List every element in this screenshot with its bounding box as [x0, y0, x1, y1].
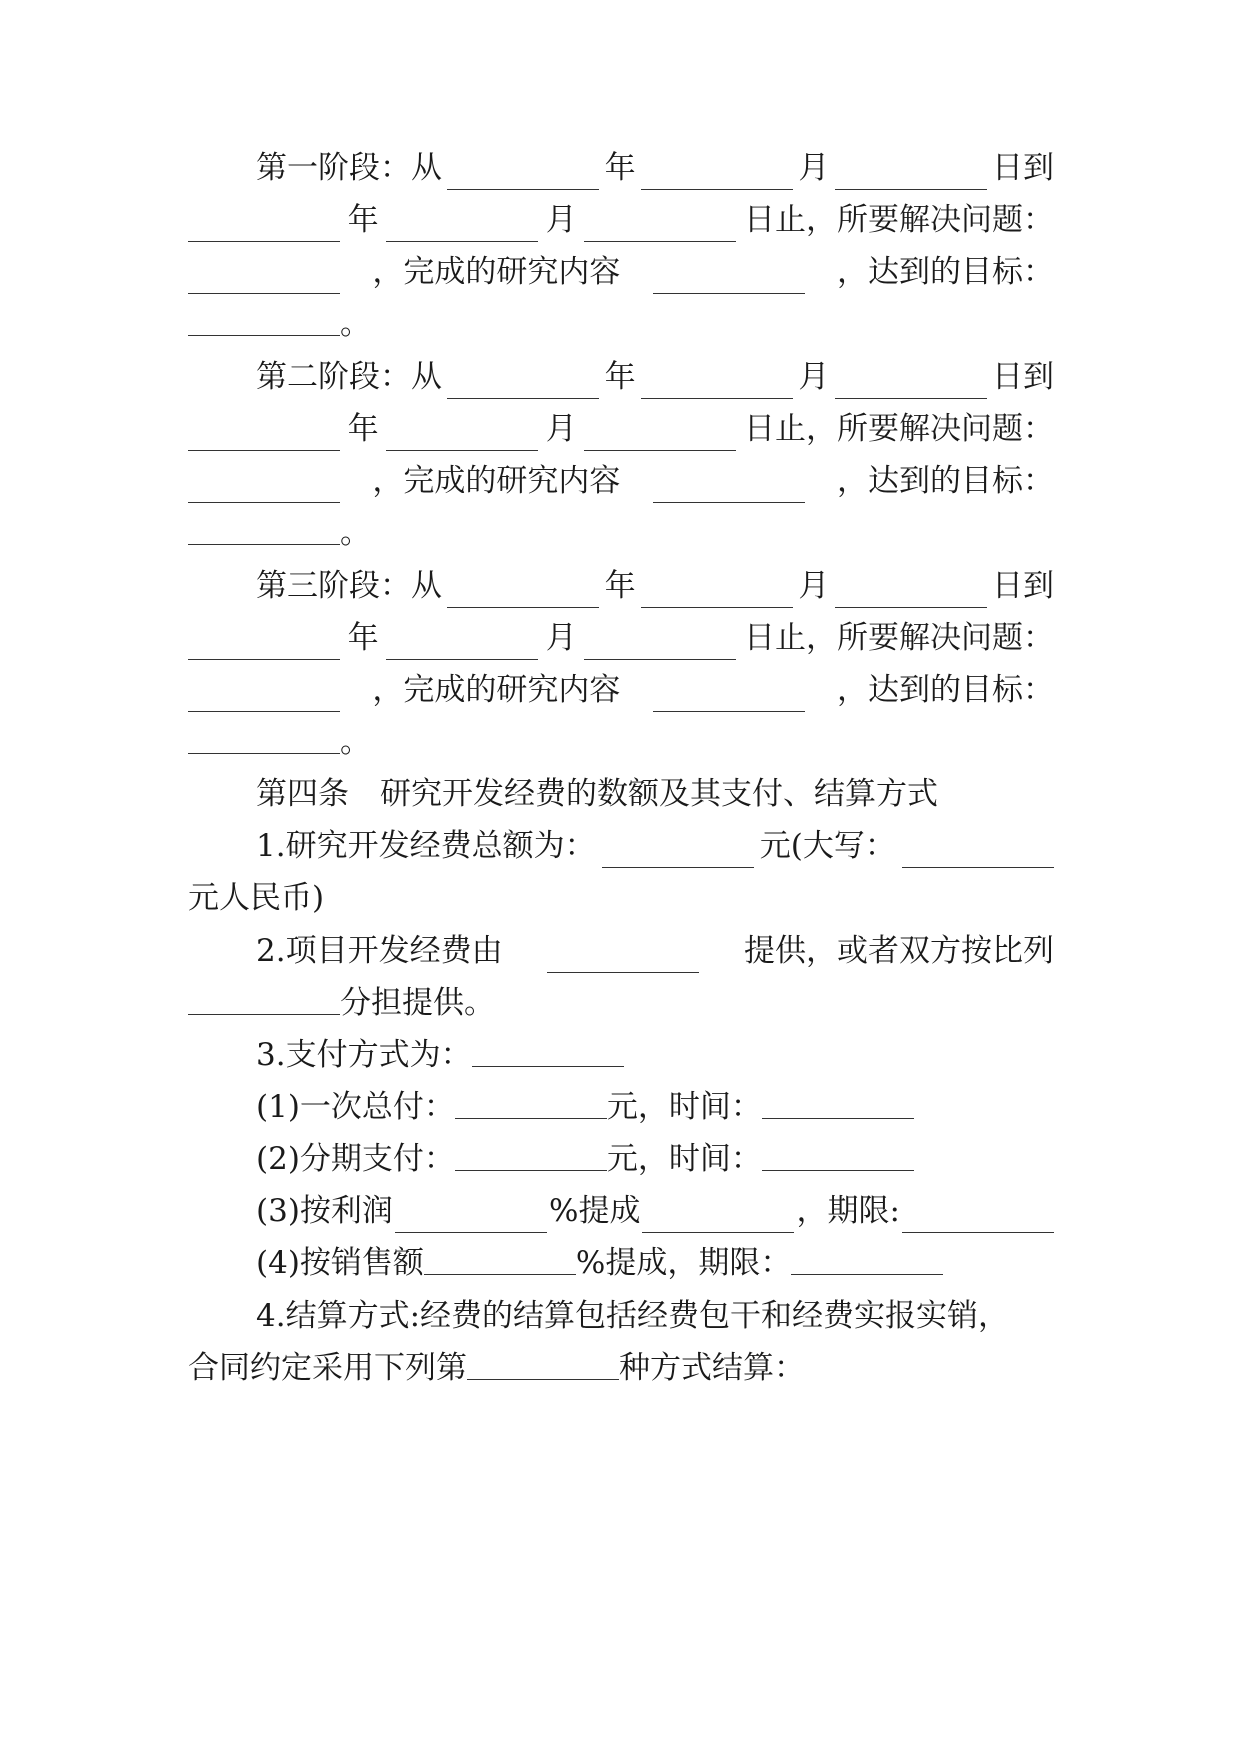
stage3-line1: [256, 566, 1054, 606]
stage2-month-label: 月: [798, 359, 830, 395]
stage3-line3: [188, 670, 1054, 710]
stage1-line2: [188, 200, 1054, 240]
stage1-content-blank[interactable]: [653, 267, 805, 294]
item4-choice-label: 合同约定采用下列第: [188, 1350, 467, 1386]
stage3-line4: [188, 722, 1054, 762]
stage1-start-year-blank[interactable]: [447, 163, 599, 190]
item2-provider-blank[interactable]: [547, 946, 699, 973]
stage3-target-label: ，达到的目标：: [836, 672, 1054, 708]
stage1-day-to-label: 日到: [991, 150, 1054, 186]
article4-title: 第四条 研究开发经费的数额及其支付、结算方式: [256, 776, 938, 812]
stage3-target-blank[interactable]: [188, 727, 340, 754]
stage2-day-to-label: 日到: [991, 359, 1054, 395]
pay3-term-blank[interactable]: [902, 1206, 1054, 1233]
stage2-problem-blank[interactable]: [188, 476, 340, 503]
stage1-until-label: 日止，所要解决问题：: [743, 202, 1054, 238]
item2-line2: [188, 983, 1054, 1023]
pay3-percent-label: %提成: [548, 1193, 641, 1229]
stage2-year2-label: 年: [347, 411, 379, 447]
stage3-content-blank[interactable]: [653, 685, 805, 712]
pay3-line: [256, 1191, 1054, 1231]
item4-line1: 4.结算方式:经费的结算包括经费包干和经费实报实销，: [256, 1298, 1010, 1334]
stage3-start: 第三阶段：从: [256, 568, 442, 604]
item1-uppercase-blank[interactable]: [902, 841, 1054, 868]
pay1-amount-blank[interactable]: [455, 1092, 607, 1119]
pay2-label: (2)分期支付：: [256, 1141, 455, 1177]
stage2-start-day-blank[interactable]: [835, 372, 987, 399]
item2-ratio-blank[interactable]: [188, 988, 340, 1015]
item2-ratio-label: 提供，或者双方按比列: [743, 933, 1054, 969]
pay4-percent-blank[interactable]: [424, 1248, 576, 1275]
stage3-day-to-label: 日到: [991, 568, 1054, 604]
pay3-percent-blank[interactable]: [395, 1206, 547, 1233]
pay4-line: [256, 1243, 1054, 1283]
pay2-amount-blank[interactable]: [455, 1144, 607, 1171]
stage1-line3: [188, 252, 1054, 292]
stage3-start-year-blank[interactable]: [447, 581, 599, 608]
stage3-end-mark: 。: [340, 724, 371, 760]
stage1-month2-label: 月: [545, 202, 577, 238]
pay4-label: (4)按销售额: [256, 1245, 424, 1281]
stage1-year2-label: 年: [347, 202, 379, 238]
stage3-content-label: ，完成的研究内容: [372, 672, 621, 708]
pay2-time-label: 元，时间：: [606, 1141, 762, 1177]
pay4-term-label: %提成，期限：: [575, 1245, 792, 1281]
stage3-end-month-blank[interactable]: [386, 633, 538, 660]
item1-line2: 元人民币): [188, 880, 325, 916]
stage3-problem-blank[interactable]: [188, 685, 340, 712]
stage1-target-label: ，达到的目标：: [836, 254, 1054, 290]
stage1-line1: [256, 148, 1054, 188]
item1-line1: [256, 826, 1054, 866]
pay2-line: [256, 1139, 1054, 1179]
item3-label: 3.支付方式为：: [256, 1037, 472, 1073]
stage3-start-month-blank[interactable]: [641, 581, 793, 608]
stage2-line3: [188, 461, 1054, 501]
item4-line2: [188, 1348, 1054, 1388]
pay4-term-blank[interactable]: [791, 1248, 943, 1275]
stage2-end-year-blank[interactable]: [188, 424, 340, 451]
item4-choice-blank[interactable]: [467, 1353, 619, 1380]
stage3-year2-label: 年: [347, 620, 379, 656]
stage2-content-blank[interactable]: [653, 476, 805, 503]
pay1-label: (1)一次总付：: [256, 1089, 455, 1125]
stage2-year-label: 年: [604, 359, 636, 395]
stage1-start-month-blank[interactable]: [641, 163, 793, 190]
stage2-line1: [256, 357, 1054, 397]
pay1-time-blank[interactable]: [762, 1092, 914, 1119]
stage3-end-day-blank[interactable]: [584, 633, 736, 660]
stage2-end-month-blank[interactable]: [386, 424, 538, 451]
stage1-start: 第一阶段：从: [256, 150, 442, 186]
stage1-line4: [188, 304, 1054, 344]
item3-line: [256, 1035, 1054, 1075]
stage1-content-label: ，完成的研究内容: [372, 254, 621, 290]
pay3-commission-blank[interactable]: [642, 1206, 794, 1233]
stage1-end-month-blank[interactable]: [386, 215, 538, 242]
item2-share-label: 分担提供。: [340, 985, 495, 1021]
stage1-end-day-blank[interactable]: [584, 215, 736, 242]
stage2-start: 第二阶段：从: [256, 359, 442, 395]
pay1-line: [256, 1087, 1054, 1127]
stage3-month2-label: 月: [545, 620, 577, 656]
stage2-line2: [188, 409, 1054, 449]
stage3-year-label: 年: [604, 568, 636, 604]
stage3-month-label: 月: [798, 568, 830, 604]
stage2-line4: [188, 513, 1054, 553]
item1-uppercase-label: 元(大写：: [759, 828, 896, 864]
item1-label: 1.研究开发经费总额为：: [256, 828, 596, 864]
item2-line1: [256, 931, 1054, 971]
stage3-line2: [188, 618, 1054, 658]
stage2-start-year-blank[interactable]: [447, 372, 599, 399]
stage1-month-label: 月: [798, 150, 830, 186]
pay1-time-label: 元，时间：: [606, 1089, 762, 1125]
stage3-end-year-blank[interactable]: [188, 633, 340, 660]
pay2-time-blank[interactable]: [762, 1144, 914, 1171]
stage1-end-year-blank[interactable]: [188, 215, 340, 242]
stage1-start-day-blank[interactable]: [835, 163, 987, 190]
item3-method-blank[interactable]: [472, 1040, 624, 1067]
stage2-start-month-blank[interactable]: [641, 372, 793, 399]
stage2-month2-label: 月: [545, 411, 577, 447]
stage2-target-label: ，达到的目标：: [836, 463, 1054, 499]
stage1-problem-blank[interactable]: [188, 267, 340, 294]
item1-amount-blank[interactable]: [602, 841, 754, 868]
item4-method-label: 种方式结算：: [619, 1350, 805, 1386]
stage2-content-label: ，完成的研究内容: [372, 463, 621, 499]
pay3-term-label: ，期限:: [796, 1193, 900, 1229]
stage1-target-blank[interactable]: [188, 309, 340, 336]
stage3-start-day-blank[interactable]: [835, 581, 987, 608]
stage2-target-blank[interactable]: [188, 518, 340, 545]
stage1-year-label: 年: [604, 150, 636, 186]
stage2-until-label: 日止，所要解决问题：: [743, 411, 1054, 447]
stage2-end-mark: 。: [340, 515, 371, 551]
stage2-end-day-blank[interactable]: [584, 424, 736, 451]
pay3-label: (3)按利润: [256, 1193, 393, 1229]
stage1-end-mark: 。: [340, 306, 371, 342]
item2-label: 2.项目开发经费由: [256, 933, 503, 969]
stage3-until-label: 日止，所要解决问题：: [743, 620, 1054, 656]
